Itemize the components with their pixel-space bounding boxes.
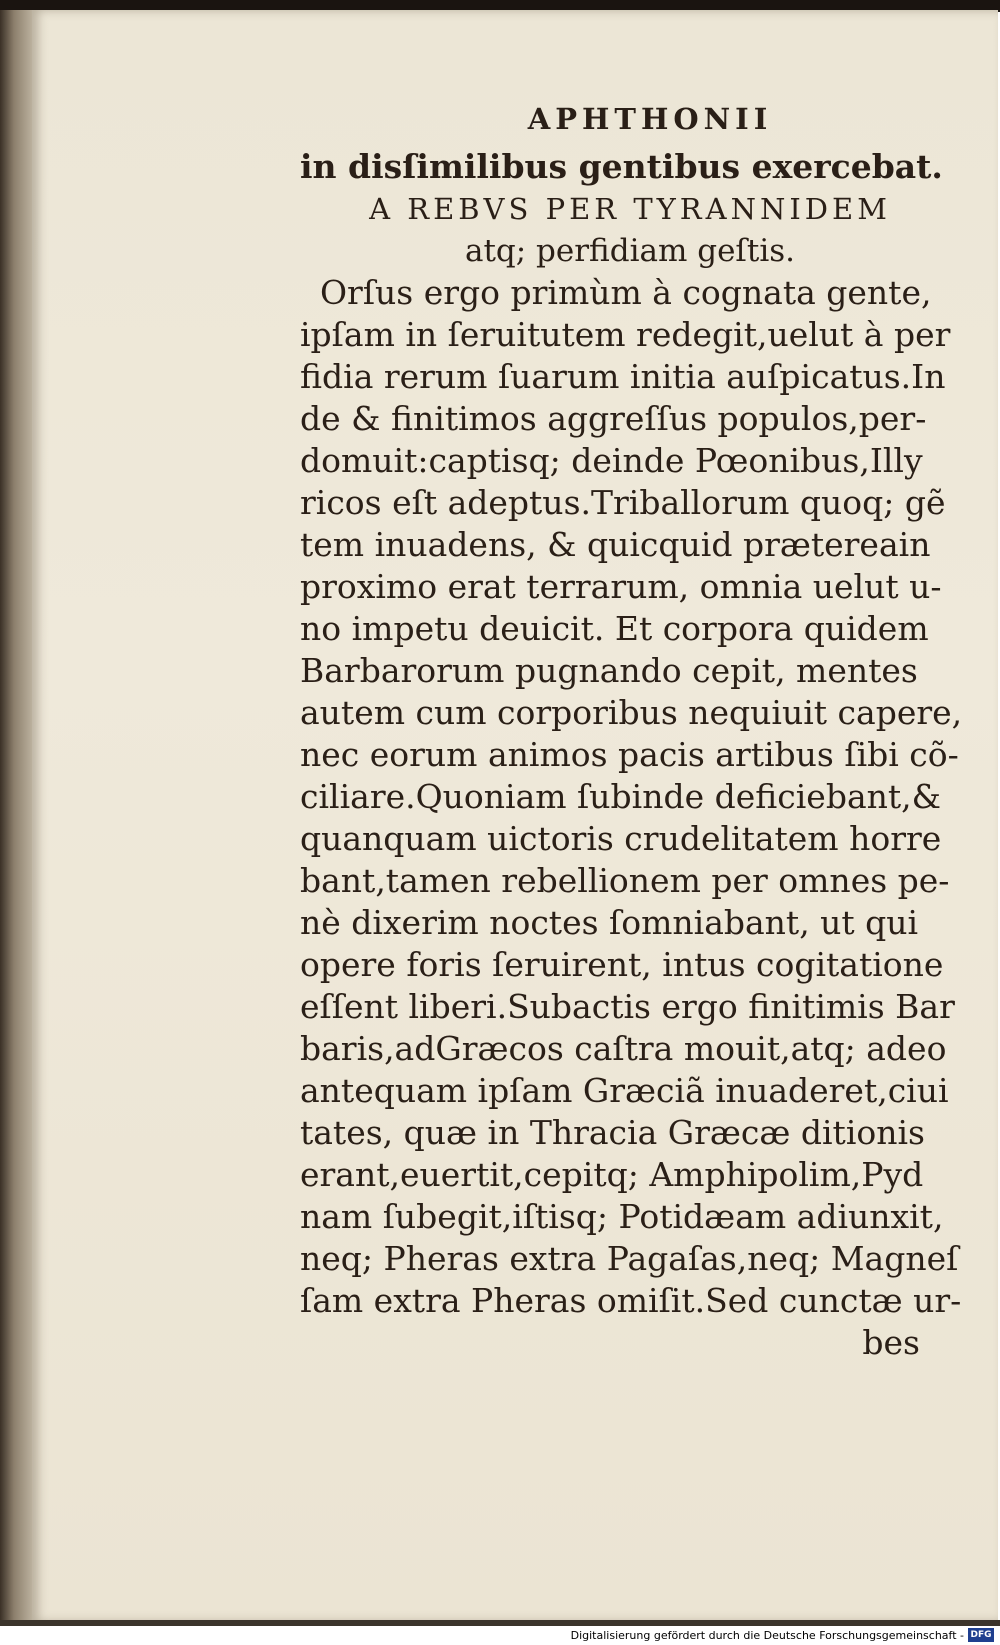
text-line: proximo erat terrarum, omnia uelut u- [300,567,942,606]
text-line: neq; Pheras extra Pagaſas,neq; Magneſ [300,1239,959,1278]
text-line: nec eorum animos pacis artibus ſibi cõ- [300,735,959,774]
text-line: bant,tamen rebellionem per omnes pe- [300,861,950,900]
text-line: antequam ipſam Græciã inuaderet,ciui [300,1071,949,1110]
text-line: quanquam uictoris crudelitatem horre [300,819,942,858]
text-line: fidia rerum ſuarum initia auſpicatus.In [300,357,946,396]
digitization-credit: Digitalisierung gefördert durch die Deutsche Forschungsgemeinschaft - [570,1629,964,1642]
text-line: domuit:captisq; deinde Pœonibus,Illy [300,441,923,480]
text-line: baris,adGræcos caſtra mouit,atq; adeo [300,1029,947,1068]
dfg-logo-icon: DFG [968,1628,994,1642]
printed-text-block [300,98,963,1364]
text-line: ſam extra Pheras omiſit.Sed cunctæ ur- [300,1281,962,1320]
text-line: eſſent liberi.Subactis ergo finitimis Bar [300,987,955,1026]
text-line: opere foris ſeruirent, intus cogitatione [300,945,944,984]
catchword: bes [862,1323,920,1362]
text-line: de & finitimos aggreſſus populos,per- [300,399,927,438]
text-line: no impetu deuicit. Et corpora quidem [300,609,929,648]
text-line: Barbarorum pugnando cepit, mentes [300,651,918,690]
text-line: ciliare.Quoniam ſubinde deficiebant,& [300,777,942,816]
text-line: tem inuadens, & quicquid prætereain [300,525,931,564]
text-line: tates, quæ in Thracia Græcæ ditionis [300,1113,925,1152]
section-heading: A REBVS PER TYRANNIDEM [369,192,891,226]
text-line: ricos eſt adeptus.Triballorum quoq; gẽ [300,483,946,522]
running-head: APHTHONII [527,102,773,136]
text-line: autem cum corporibus nequiuit capere, [300,693,963,732]
section-subheading: atq; perfidiam geſtis. [464,233,796,269]
text-line: erant,euertit,cepitq; Amphipolim,Pyd [300,1155,924,1194]
text-line: in disſimilibus gentibus exercebat. [300,147,943,186]
text-line: nam ſubegit,iſtisq; Potidæam adiunxit, [300,1197,944,1236]
text-line: ipſam in ſeruitutem redegit,uelut à per [300,315,951,354]
text-line: nè dixerim noctes ſomniabant, ut qui [300,903,919,942]
text-line: Orſus ergo primùm à cognata gente, [320,273,932,312]
